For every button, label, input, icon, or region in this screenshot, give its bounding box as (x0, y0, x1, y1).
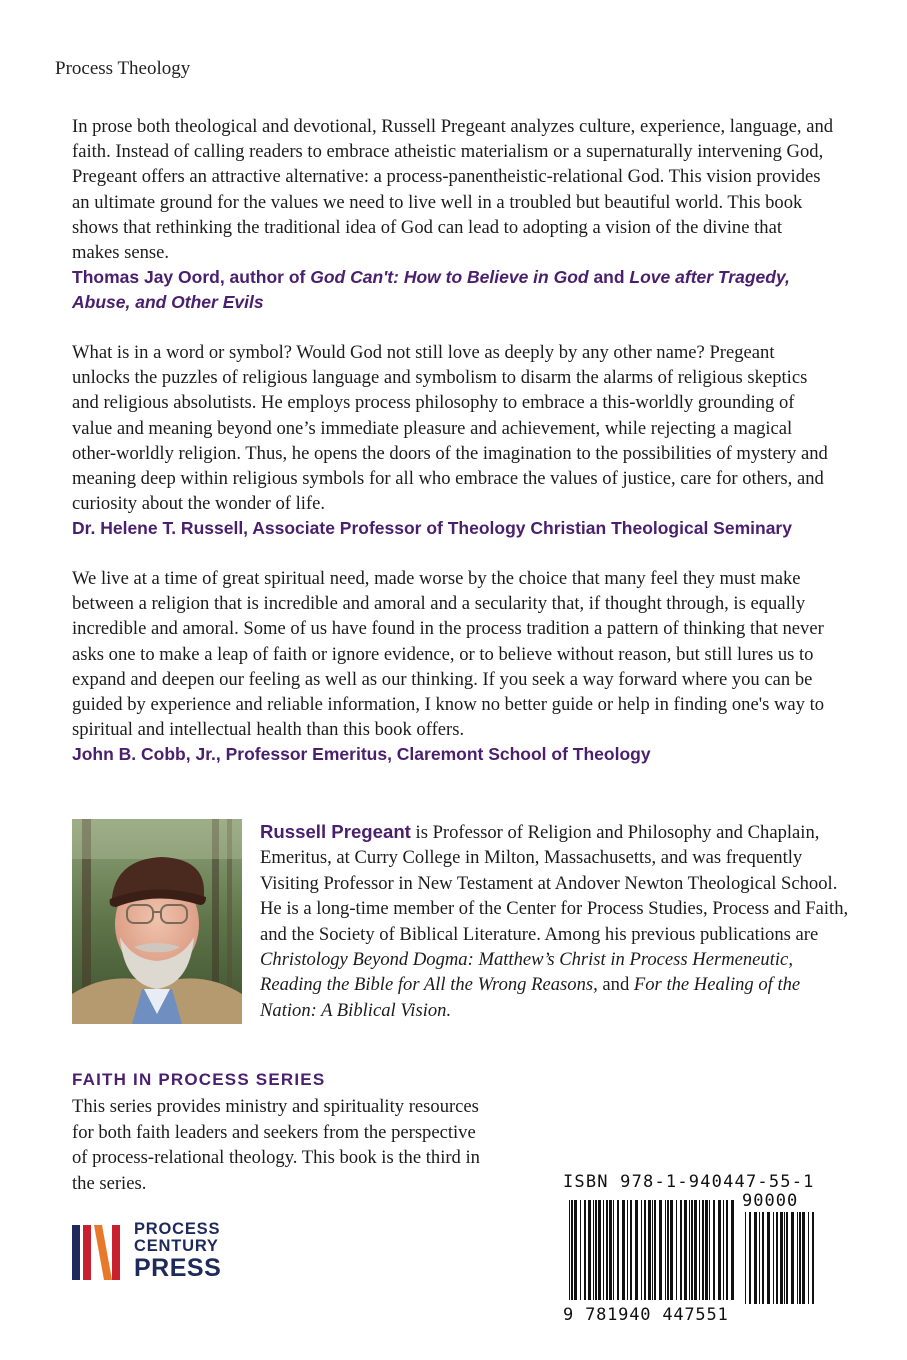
series-title: FAITH IN PROCESS SERIES (72, 1070, 326, 1089)
attribution-conjunction: and (588, 267, 630, 288)
main-barcode-bars (569, 1200, 737, 1300)
publisher-name (134, 1221, 221, 1281)
publisher-line: PRESS (134, 1254, 222, 1282)
attribution-name: Thomas Jay Oord, author of (72, 267, 311, 288)
publisher-line: CENTURY (134, 1237, 219, 1255)
publisher-line: PROCESS (134, 1220, 221, 1238)
addon-barcode-bars (745, 1212, 817, 1304)
publisher-logo-icon (72, 1223, 128, 1281)
endorsement-1 (72, 114, 834, 315)
endorsement-attribution: John B. Cobb, Jr., Professor Emeritus, Claremont School of Theology (72, 744, 651, 765)
attribution-book-title: Love after Tragedy, Abuse, and Other Evils (72, 267, 790, 313)
attribution-book-title: God Can't: How to Believe in God (310, 267, 589, 288)
endorsement-2 (72, 340, 834, 541)
endorsement-text: We live at a time of great spiritual need, made worse by the choice that many feel they must make between a religion that is incredible and amoral and a secularity that, if thought through, is equally incredible and amoral. Some of us have found in the process tradition a pattern of thinking that never asks one to make a leap of faith or ignore evidence, or to believe without reason, but still lures us to expand and deepen our feeling as well as our thinking. If you seek a way forward where you can be guided by experience and reliable information, I know no better guide or help in finding one's way to spiritual and intellectual health than this book offers. (72, 568, 825, 741)
author-bio-text: is Professor of Religion and Philosophy and Chaplain, Emeritus, at Curry College in Milton, Massachusetts, and was frequently Visiting Professor in New Testament at Andover Newton Theological School. He is a long-time member of the Center for Process Studies, Process and Faith, and the Society of Biblical Literature. Among his previous publications are (260, 822, 849, 945)
endorsement-attribution: Dr. Helene T. Russell, Associate Professor of Theology Christian Theological Seminary (72, 518, 792, 539)
endorsement-attribution (72, 265, 834, 315)
category-label: Process Theology (55, 58, 191, 79)
price-code: 90000 (742, 1191, 799, 1211)
isbn-label: ISBN 978-1-940447-55-1 (563, 1172, 815, 1192)
author-bio (260, 819, 850, 1023)
isbn-barcode (563, 1172, 823, 1332)
publisher-logo (72, 1221, 252, 1283)
author-publication: For the Healing of the Nation: A Biblical Vision. (260, 974, 801, 1021)
author-name: Russell Pregeant (260, 821, 411, 842)
author-publication: Christology Beyond Dogma: Matthew’s Christ in Process Hermeneutic, Reading the Bible for All the Wrong Reasons, (260, 949, 793, 996)
author-bio-conjunction: and (597, 974, 634, 996)
endorsement-3 (72, 566, 834, 767)
endorsement-text: In prose both theological and devotional, Russell Pregeant analyzes culture, experience, language, and faith. Instead of calling readers to embrace atheistic materialism or a supernaturally intervening God, Pregeant offers an attractive alternative: a process-panentheistic-relational God. This vision provides an ultimate ground for the values we need to live well in a troubled but beautiful world. This book shows that rethinking the traditional idea of God can lead to adopting a vision of the divine that makes sense. (72, 116, 834, 264)
endorsement-text: What is in a word or symbol? Would God not still love as deeply by any other name? Pregeant unlocks the puzzles of religious language and symbolism to disarm the alarms of religious skeptics and religious absolutists. He employs process philosophy to embrace a this-worldly grounding of value and meaning beyond one’s immediate pleasure and achievement, while rejecting a magical other-worldly religion. Thus, he opens the doors of the imagination to the possibilities of mystery and meaning deep within religious symbols for all who embrace the values of justice, care for others, and curiosity about the wonder of life. (72, 342, 828, 515)
author-photo (72, 819, 242, 1024)
barcode-number: 9 781940 447551 (563, 1305, 729, 1325)
series-description: This series provides ministry and spirituality resources for both faith leaders and seekers from the perspective of process-relational theology. This book is the third in the series. (72, 1096, 480, 1194)
